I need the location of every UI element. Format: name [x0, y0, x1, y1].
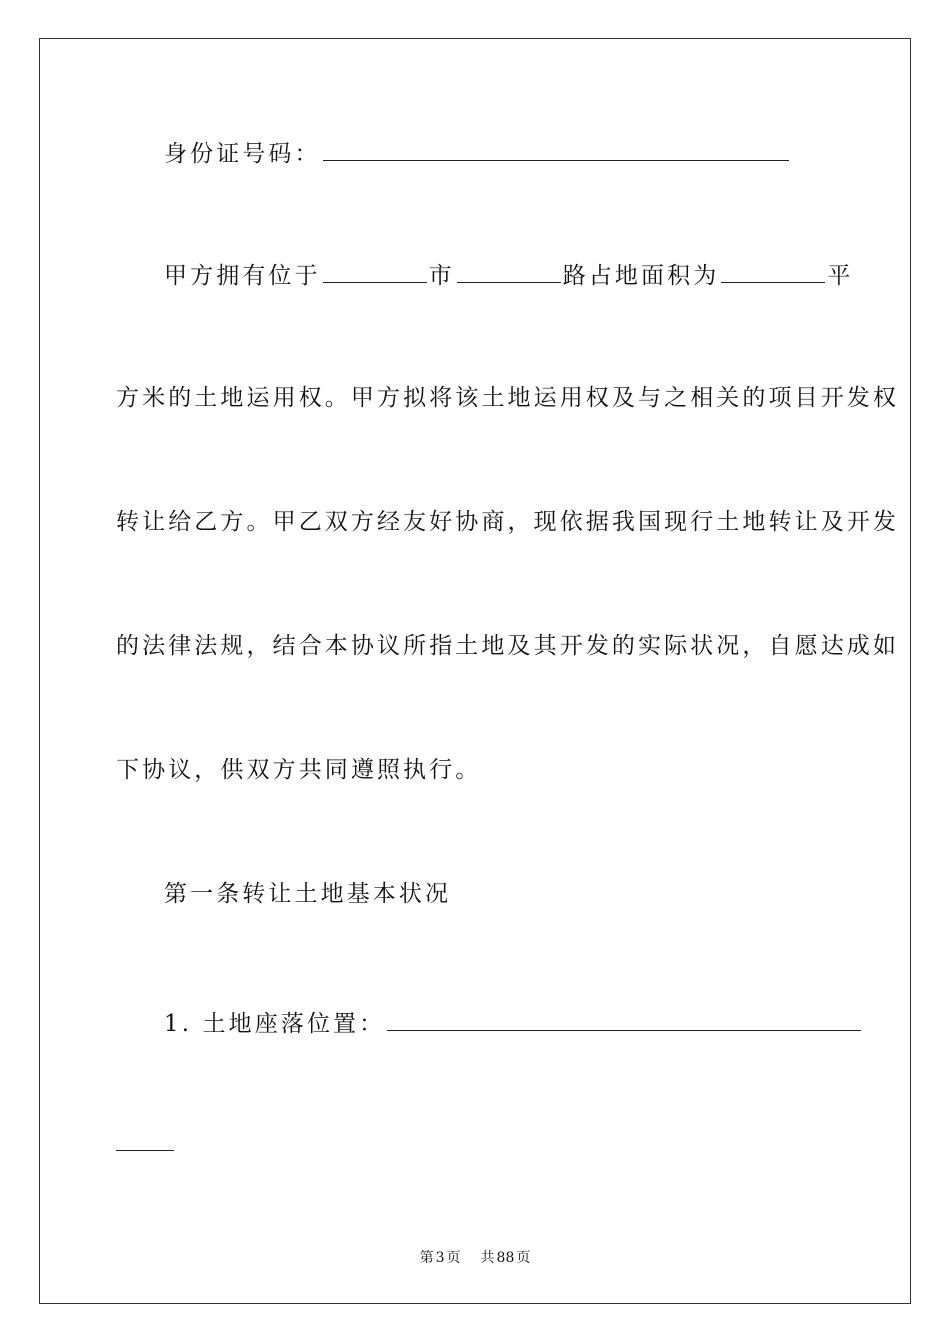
page-footer — [0, 1249, 950, 1267]
article1-title: 第一条转让土地基本状况 — [164, 881, 452, 907]
location-blank-continuation-line — [116, 1128, 174, 1159]
location-blank-continued[interactable] — [116, 1128, 174, 1151]
paragraph-line-3: 转让给乙方。甲乙双方经友好协商，现依据我国现行土地转让及开发 — [116, 509, 899, 535]
location-blank[interactable] — [387, 1008, 861, 1031]
city-blank[interactable] — [323, 260, 427, 283]
item1-label: 1. 土地座落位置： — [164, 1011, 386, 1037]
footer-page-number: 3 — [435, 1250, 445, 1266]
paragraph-line-1 — [164, 260, 853, 291]
paragraph-line-2: 方米的土地运用权。甲方拟将该土地运用权及与之相关的项目开发权 — [116, 385, 899, 411]
id-number-label: 身份证号码： — [164, 141, 321, 167]
road-blank[interactable] — [457, 260, 561, 283]
footer-total-pages: 88 — [496, 1250, 515, 1266]
id-number-blank[interactable] — [323, 138, 789, 161]
area-blank[interactable] — [721, 260, 825, 283]
p1-text-b: 市 — [428, 263, 455, 289]
footer-total-suffix: 页 — [516, 1250, 531, 1266]
id-number-line — [164, 138, 791, 169]
footer-page-prefix: 第 — [419, 1250, 434, 1266]
footer-page-suffix: 页 — [446, 1250, 461, 1266]
p1-text-c: 路占地面积为 — [562, 263, 720, 289]
page-frame — [39, 38, 911, 1304]
p1-text-d: 平 — [827, 263, 854, 289]
footer-total-prefix: 共 — [480, 1250, 495, 1266]
p1-text-a: 甲方拥有位于 — [164, 263, 321, 289]
paragraph-line-5: 下协议，供双方共同遵照执行。 — [116, 757, 482, 783]
item1-line — [164, 1008, 863, 1039]
paragraph-line-4: 的法律法规，结合本协议所指土地及其开发的实际状况，自愿达成如 — [116, 633, 899, 659]
